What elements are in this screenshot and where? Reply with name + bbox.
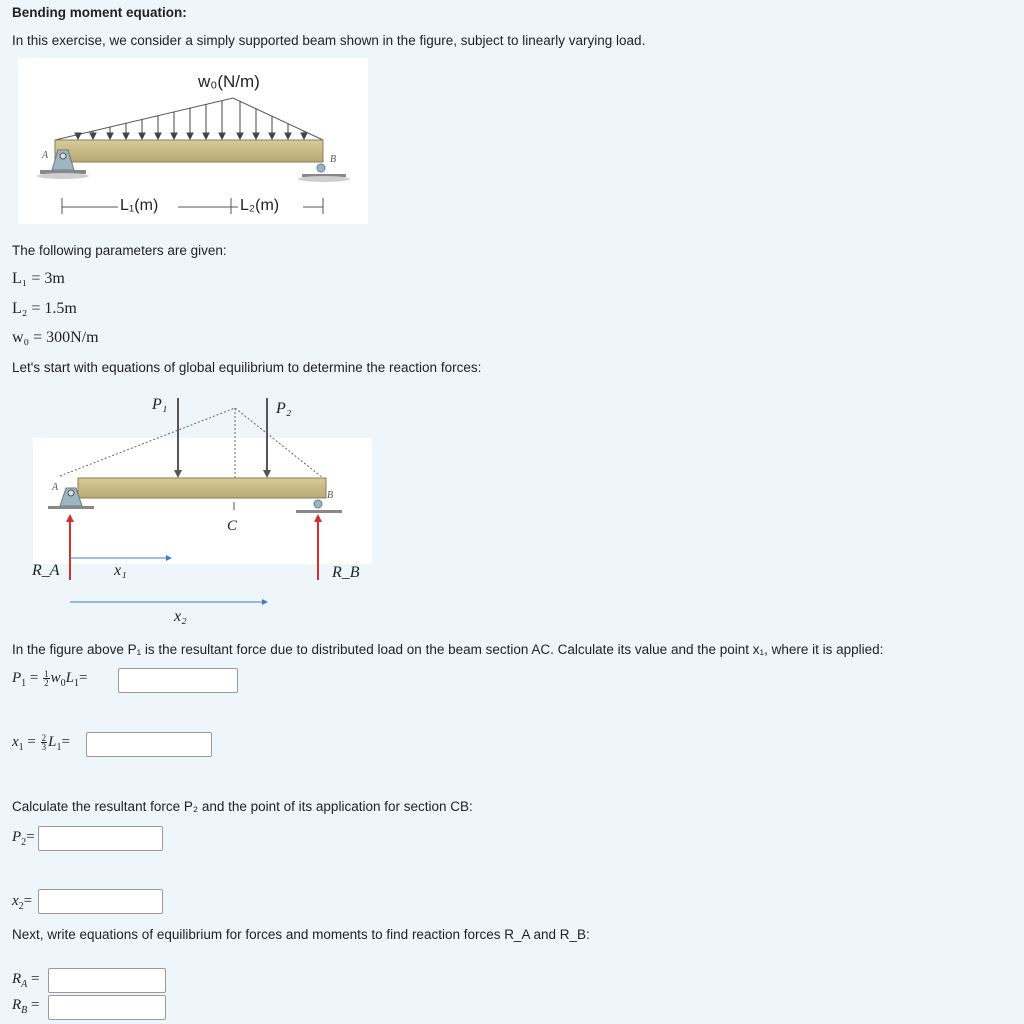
ra-answer-input[interactable] [48,968,166,993]
beam-load-diagram [18,58,368,224]
free-body-figure [20,390,380,630]
x2-answer-input[interactable] [38,889,163,914]
param-l1: L₁ = 3m [12,270,65,287]
label-a2: A [52,482,59,493]
heading: Bending moment equation: [12,5,187,20]
label-c: C [227,518,238,534]
param-l2: L₂ = 1.5m [12,300,77,317]
params-intro: The following parameters are given: [12,243,227,258]
label-a: A [42,150,49,161]
label-b2: B [327,490,334,501]
param-w0: w₀ = 300N/m [12,329,99,346]
p2-label: $P_2=$ [12,829,35,848]
label-b: B [330,154,337,165]
label-p1: P₁ [152,396,168,413]
question-2: Calculate the resultant force P₂ and the point of its application for section CB: [12,799,473,814]
ra-label: $R_A$ = [12,971,40,990]
equilibrium-intro: Let's start with equations of global equilibrium to determine the reaction forces: [12,360,482,375]
label-p2: P₂ [276,400,292,417]
intro-text: In this exercise, we consider a simply supported beam shown in the figure, subject to linearly varying load. [12,33,646,48]
p2-answer-input[interactable] [38,826,163,851]
label-ra: R_A [32,562,60,579]
label-x1: x₁ [114,562,127,579]
p1-answer-input[interactable] [118,668,238,693]
question-1: In the figure above P₁ is the resultant force due to distributed load on the beam section AC. Calculate its value and the point x₁, where it is applied: [12,642,884,657]
rb-label: $R_B$ = [12,997,40,1016]
p1-formula-label: $P_1$ = $\frac{1}{2}$ $w_0L_1=$ [12,669,88,689]
x2-label: $x_2=$ [12,893,33,912]
beam-load-figure [18,58,368,224]
dimension-l1: L₁(m) [120,197,159,214]
load-label: w₀(N/m) [198,72,260,91]
question-3: Next, write equations of equilibrium for forces and moments to find reaction forces R_A and R_B: [12,927,590,942]
x1-answer-input[interactable] [86,732,212,757]
free-body-diagram [20,390,380,630]
label-rb: R_B [332,564,360,581]
x1-formula-label: $x_1$ = $\frac{2}{3}$ $L_1=$ [12,733,70,753]
label-x2: x₂ [174,608,187,625]
load-arrows [75,101,307,139]
rb-answer-input[interactable] [48,995,166,1020]
dimension-l2: L₂(m) [240,197,280,214]
